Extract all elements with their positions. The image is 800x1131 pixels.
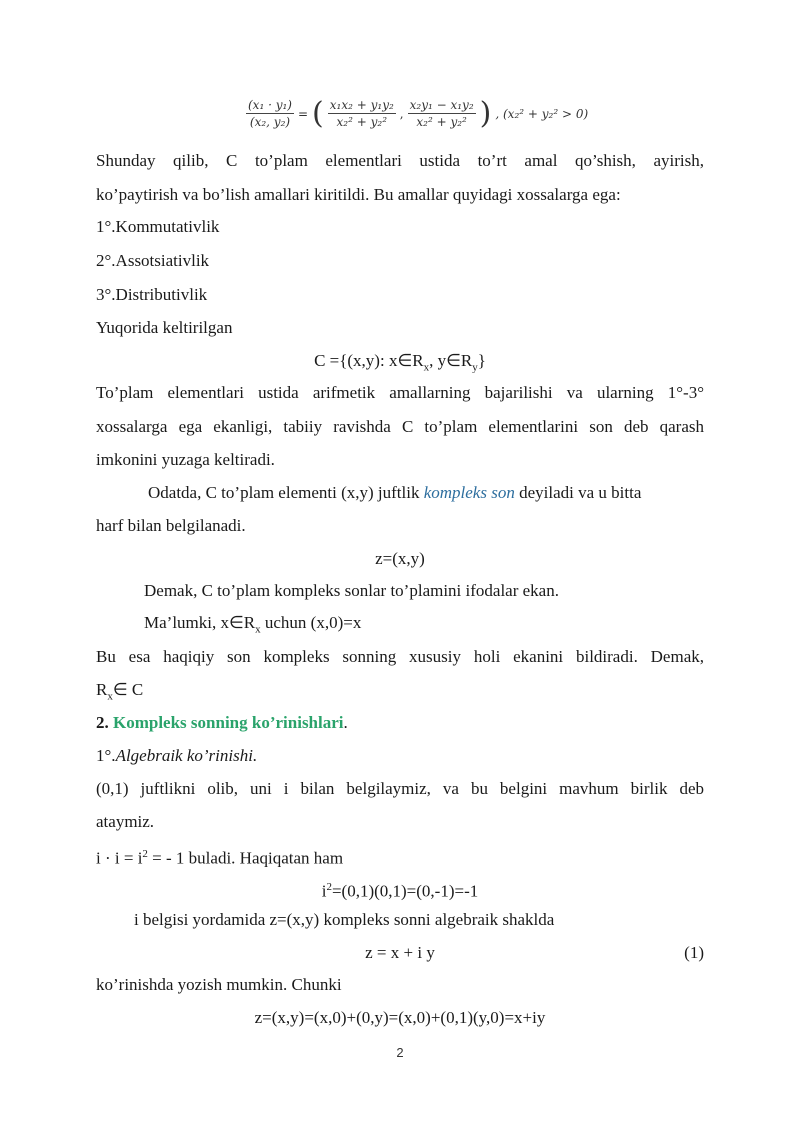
- paragraph-line: To’plam elementlari ustida arifmetik amallarning bajarilishi va ularning 1°-3°: [96, 383, 704, 402]
- malumki-line: Ma’lumki, $x\in R_x$ uchun (x,0)=x: [144, 613, 362, 636]
- page-number: 2: [396, 1045, 404, 1060]
- paragraph-line: ko’paytirish va bo’lish amallari kiritildi. Bu amallar quyidagi xossalarga ega:: [96, 185, 621, 204]
- equation-number: (1): [684, 943, 704, 962]
- section-heading: 2. Kompleks sonning ko’rinishlari.: [96, 713, 348, 732]
- paragraph-line: i belgisi yordamida z=(x,y) kompleks sonni algebraik shaklda: [134, 910, 555, 929]
- property-item: 2°.Assotsiativlik: [96, 251, 210, 270]
- i-squared-proof: $i^2=(0,1)(0,1)=(0,-1)=-1$: [321, 881, 479, 901]
- paragraph-line: Yuqorida keltirilgan: [96, 318, 233, 337]
- paragraph-line: Bu esa haqiqiy son kompleks sonning xususiy holi ekanini bildiradi. Demak,: [96, 647, 704, 666]
- real-part-fraction: $\frac{\text{x₁x₂ + y₁y₂}}{\text{x₂² + y₂²}}$: [329, 98, 394, 129]
- subsection-heading: 1°.Algebraik ko’rinishi.: [96, 746, 258, 765]
- paragraph-line: ko’rinishda yozish mumkin. Chunki: [96, 975, 342, 994]
- paragraph-line: xossalarga ega ekanligi, tabiiy ravishda C to’plam elementlarini son deb qarash: [96, 417, 704, 436]
- paragraph-line: $R_x\in$ C: [96, 680, 144, 703]
- definition-paragraph: Odatda, C to’plam elementi (x,y) juftlik kompleks son deyiladi va u bitta: [148, 483, 642, 502]
- paragraph-line: (0,1) juftlikni olib, uni i bilan belgilaymiz, va bu belgini mavhum birlik deb: [96, 779, 704, 798]
- paragraph-line: harf bilan belgilanadi.: [96, 516, 246, 535]
- set-definition: C ={(x,y): $x\in R_x$, $y\in R_y$}: [314, 351, 486, 374]
- paragraph-line: Shunday qilib, C to’plam elementlari ustida to’rt amal qo’shish, ayirish,: [96, 151, 704, 170]
- imag-part-fraction: $\frac{\text{x₂y₁ − x₁y₂}}{\text{x₂² + y₂²}}$: [409, 98, 474, 129]
- z-definition: z=(x,y): [375, 549, 425, 568]
- property-item: 3°.Distributivlik: [96, 285, 208, 304]
- decomposition-formula: z=(x,y)=(x,0)+(0,y)=(x,0)+(0,1)(y,0)=x+iy: [254, 1008, 546, 1027]
- paragraph-line: imkonini yuzaga keltiradi.: [96, 450, 275, 469]
- property-item: 1°.Kommutativlik: [96, 217, 220, 236]
- paragraph-line: Demak, C to’plam kompleks sonlar to’plamini ifodalar ekan.: [144, 581, 559, 600]
- paragraph-line: ataymiz.: [96, 812, 155, 831]
- algebraic-form: z = x + i y: [365, 943, 435, 962]
- term-kompleks-son: kompleks son: [423, 483, 515, 502]
- division-formula: $\frac{\text{(x₁ · y₁)}}{\text{(x₂, y₂)}}$ = ( $\frac{\text{x₁x₂ + y₁y₂}}{\text{x₂² + y₂²}}$ , $\frac{\text{x₂y₁ − x₁y₂}}{\text{x₂² + y₂²}}$ ) , (x₂² + y₂² > 0): [248, 95, 589, 131]
- i-squared-line: $i \cdot i = i^2$ = - 1 buladi. Haqiqatan ham: [96, 848, 344, 868]
- lhs-fraction: $\frac{\text{(x₁ · y₁)}}{\text{(x₂, y₂)}}$: [248, 98, 292, 129]
